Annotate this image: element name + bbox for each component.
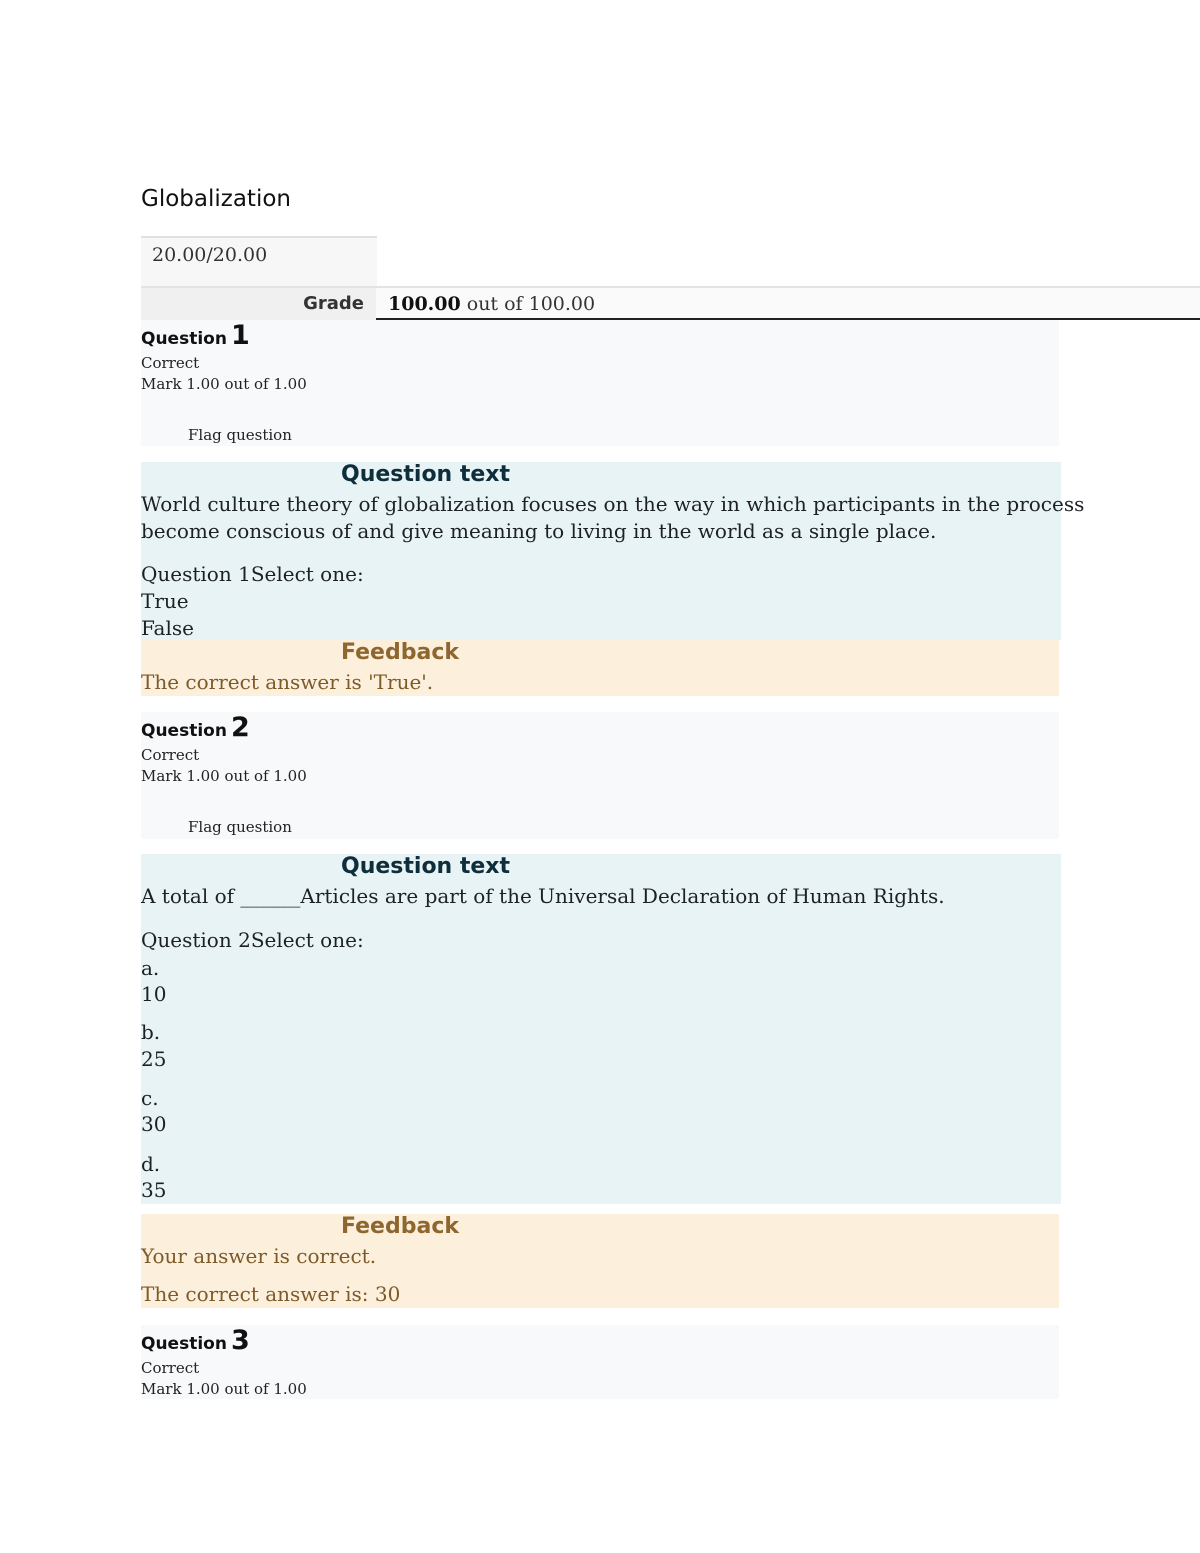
question-2-option-b-letter[interactable]: b.: [141, 1020, 161, 1044]
question-2-text: [141, 854, 1061, 1204]
question-1-text-line: become conscious of and give meaning to living in the world as a single place.: [141, 519, 937, 543]
question-1-mark: Mark 1.00 out of 1.00: [141, 375, 307, 393]
question-label: Question: [141, 721, 227, 741]
page-title: Globalization: [141, 186, 291, 212]
question-1-prompt: Question 1Select one:: [141, 562, 364, 586]
question-1-option-false[interactable]: False: [141, 616, 194, 640]
question-1-feedback-heading: Feedback: [341, 640, 459, 665]
question-2-mark: Mark 1.00 out of 1.00: [141, 767, 307, 785]
question-2-info: [141, 712, 1059, 839]
question-1-option-true[interactable]: True: [141, 589, 189, 613]
question-number: 1: [230, 320, 250, 351]
question-2-feedback-line: Your answer is correct.: [141, 1244, 377, 1268]
question-1-text-line: World culture theory of globalization focuses on the way in which participants in the process: [141, 492, 1085, 516]
question-1-feedback-line: The correct answer is 'True'.: [141, 670, 434, 694]
question-1-flag-button[interactable]: Flag question: [188, 426, 292, 444]
question-2-feedback-line: The correct answer is: 30: [141, 1282, 401, 1306]
question-2-flag-button[interactable]: Flag question: [188, 818, 292, 836]
question-3-state: Correct: [141, 1359, 200, 1377]
question-1-text: [141, 462, 1085, 640]
grade-value: 100.00: [388, 293, 461, 315]
question-1-info: [141, 320, 1059, 446]
question-1-state: Correct: [141, 354, 200, 372]
question-2-feedback-heading: Feedback: [341, 1214, 459, 1239]
question-number: 3: [230, 1325, 250, 1356]
question-label: Question: [141, 1334, 227, 1354]
points-value: 20.00/20.00: [152, 244, 268, 266]
points-summary: [141, 236, 377, 286]
question-1-text-heading: Question text: [341, 462, 511, 487]
grade-text: [388, 293, 595, 315]
question-1-feedback: [141, 640, 1059, 696]
grade-suffix: out of 100.00: [460, 293, 596, 315]
question-3-info: [141, 1325, 1059, 1399]
question-2-feedback: [141, 1214, 1059, 1308]
question-2-state: Correct: [141, 746, 200, 764]
question-2-option-d-letter[interactable]: d.: [141, 1152, 161, 1176]
question-2-text-line: A total of ______Articles are part of the Universal Declaration of Human Rights.: [141, 884, 945, 908]
question-1-number: [141, 320, 250, 351]
grade-value-cell: [376, 288, 1200, 320]
question-2-prompt: Question 2Select one:: [141, 928, 364, 952]
question-2-option-c-letter[interactable]: c.: [141, 1086, 159, 1110]
question-2-option-b-value[interactable]: 25: [141, 1047, 167, 1071]
question-2-option-a-letter[interactable]: a.: [141, 956, 160, 980]
question-2-text-heading: Question text: [341, 854, 511, 879]
grade-label-cell: [141, 288, 376, 320]
question-3-mark: Mark 1.00 out of 1.00: [141, 1380, 307, 1398]
question-2-number: [141, 712, 250, 743]
question-2-option-d-value[interactable]: 35: [141, 1178, 167, 1202]
question-2-option-c-value[interactable]: 30: [141, 1112, 167, 1136]
question-number: 2: [230, 712, 250, 743]
grade-label: Grade: [303, 293, 364, 314]
question-2-option-a-value[interactable]: 10: [141, 982, 167, 1006]
grade-row: [141, 286, 1200, 320]
question-label: Question: [141, 329, 227, 349]
question-3-number: [141, 1325, 250, 1356]
